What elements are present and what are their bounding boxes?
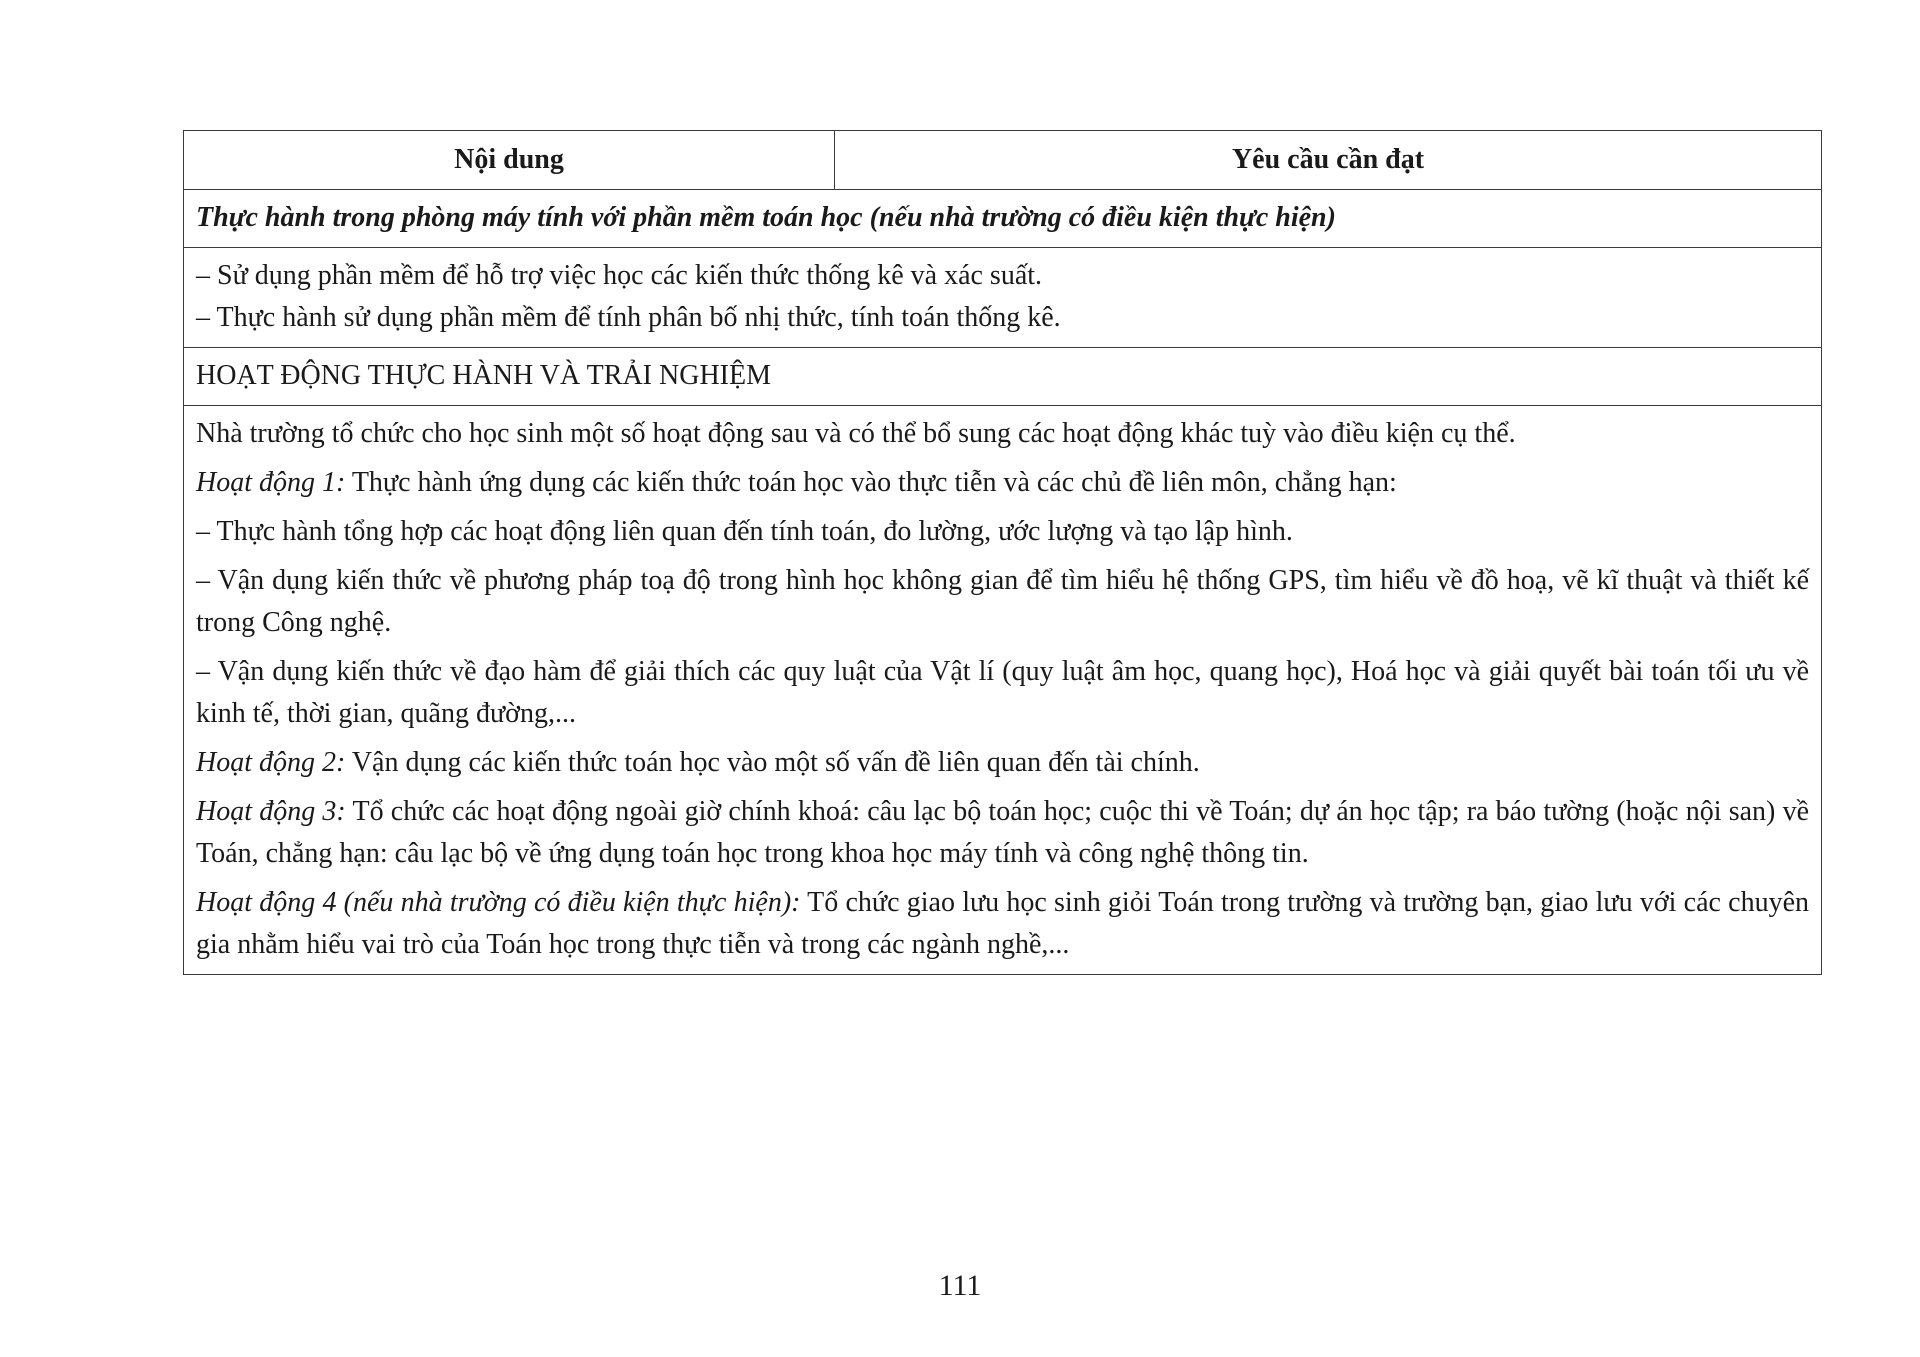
activity-1 — [196, 462, 1809, 504]
activity-1-text: Thực hành ứng dụng các kiến thức toán học vào thực tiễn và các chủ đề liên môn, chẳng hạn: — [345, 467, 1397, 498]
table-row — [184, 190, 1822, 248]
header-requirements: Yêu cầu cần đạt — [835, 131, 1822, 190]
activity-3-text: Tổ chức các hoạt động ngoài giờ chính khoá: câu lạc bộ toán học; cuộc thi về Toán; dự án học tập; ra báo tường (hoặc nội san) về Toán, chẳng hạn: câu lạc bộ về ứng dụng toán học trong khoa học máy tính và công nghệ thông tin. — [196, 796, 1809, 869]
table-row — [184, 406, 1822, 975]
table-row — [184, 248, 1822, 348]
activity-1-label: Hoạt động 1: — [196, 467, 346, 498]
list-item: – Vận dụng kiến thức về phương pháp toạ độ trong hình học không gian để tìm hiểu hệ thống GPS, tìm hiểu về đồ hoạ, vẽ kĩ thuật và thiết kế trong Công nghệ. — [196, 565, 1809, 638]
activity-4-text: Tổ chức giao lưu học sinh giỏi Toán trong trường và trường bạn, giao lưu với các chuyên gia nhằm hiểu vai trò của Toán học trong thực tiễn và trong các ngành nghề,... — [196, 887, 1809, 960]
activity-4-label: Hoạt động 4 (nếu nhà trường có điều kiện thực hiện): — [196, 887, 801, 918]
list-item: – Sử dụng phần mềm để hỗ trợ việc học các kiến thức thống kê và xác suất. — [196, 260, 1043, 291]
activity-2-text: Vận dụng các kiến thức toán học vào một số vấn đề liên quan đến tài chính. — [345, 747, 1200, 778]
list-item: – Thực hành sử dụng phần mềm để tính phân bố nhị thức, tính toán thống kê. — [196, 302, 1061, 333]
table-header-row — [184, 131, 1822, 190]
page-number: 111 — [938, 1269, 982, 1302]
section-title-activities: HOẠT ĐỘNG THỰC HÀNH VÀ TRẢI NGHIỆM — [184, 348, 1822, 406]
table-row — [184, 348, 1822, 406]
list-item: – Thực hành tổng hợp các hoạt động liên quan đến tính toán, đo lường, ước lượng và tạo lập hình. — [196, 516, 1293, 547]
activity-3 — [196, 791, 1809, 875]
software-items-cell — [184, 248, 1822, 348]
activities-cell — [184, 406, 1822, 975]
curriculum-table — [183, 130, 1822, 975]
activity-3-label: Hoạt động 3: — [196, 796, 346, 827]
activity-2 — [196, 742, 1809, 784]
activity-2-label: Hoạt động 2: — [196, 747, 346, 778]
activities-intro: Nhà trường tổ chức cho học sinh một số hoạt động sau và có thể bổ sung các hoạt động khác tuỳ vào điều kiện cụ thể. — [196, 418, 1516, 449]
header-content: Nội dung — [184, 131, 835, 190]
activity-4 — [196, 882, 1809, 966]
list-item: – Vận dụng kiến thức về đạo hàm để giải thích các quy luật của Vật lí (quy luật âm học, quang học), Hoá học và giải quyết bài toán tối ưu về kinh tế, thời gian, quãng đường,... — [196, 656, 1809, 729]
section-title-software: Thực hành trong phòng máy tính với phần mềm toán học (nếu nhà trường có điều kiện thực hiện) — [184, 190, 1822, 248]
